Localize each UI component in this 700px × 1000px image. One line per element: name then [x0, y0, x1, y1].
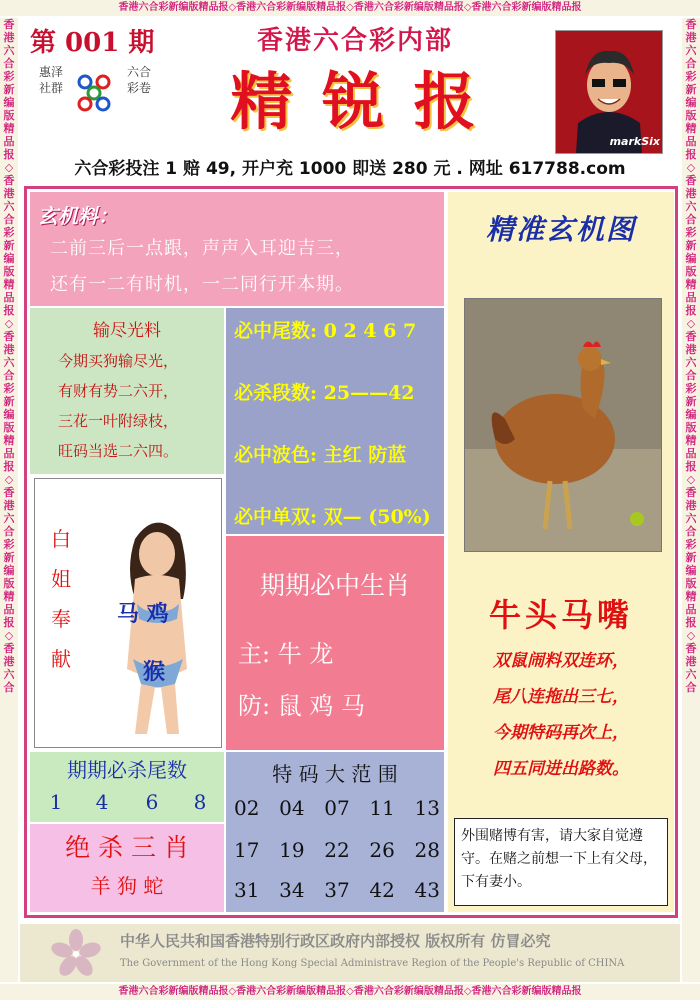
pick-segment: 必杀段数: 25——42	[234, 382, 415, 404]
kill-tail-title: 期期必杀尾数	[67, 758, 187, 782]
special-number: 37	[324, 878, 350, 902]
riddle-line-2: 还有一二有时机，一二同行开本期。	[50, 274, 354, 295]
riddle-panel	[30, 192, 444, 306]
footer	[20, 924, 680, 982]
zodiac-main: 主: 牛 龙	[238, 640, 334, 668]
special-number: 28	[414, 838, 440, 862]
right-border-text: 香港六合彩新编版精品报◇香港六合彩新编版精品报◇香港六合彩新编版精品报◇香港六合彩新编版精品报◇香港六合	[685, 18, 697, 694]
kill-tail-number: 4	[95, 790, 109, 814]
special-row-2	[234, 838, 440, 870]
issue-number: 第 001 期	[30, 28, 155, 58]
header-logo	[34, 60, 174, 140]
special-number: 26	[369, 838, 395, 862]
picks-panel	[226, 308, 444, 534]
right-poem-line-2: 尾八连拖出三七，	[493, 687, 629, 707]
right-panel	[448, 192, 674, 912]
special-number: 13	[414, 796, 440, 820]
header-title: 精 锐 报	[230, 65, 480, 138]
poem-panel	[30, 308, 224, 474]
kill-tail-number: 6	[145, 790, 159, 814]
riddle-line-1: 二前三后一点跟，声声入耳迎吉三，	[50, 238, 354, 259]
riddle-label: 玄机料：	[38, 204, 118, 228]
special-number: 11	[369, 796, 395, 820]
bottom-border-strip: 香港六合彩新编版精品报◇香港六合彩新编版精品报◇香港六合彩新编版精品报◇香港六合彩新编版精品报	[0, 984, 700, 1000]
hen-icon	[465, 299, 661, 551]
right-poem-line-4: 四五同进出路数。	[493, 759, 629, 779]
right-poem-line-3: 今期特码再次上，	[493, 723, 629, 743]
pick-tail: 必中尾数: 0 2 4 6 7	[234, 320, 417, 342]
bauhinia-emblem-icon	[50, 928, 102, 978]
zodiac-guard: 防: 鼠 鸡 马	[238, 692, 365, 720]
poem-line-2: 有财有势二六开，	[58, 382, 179, 400]
footer-cn: 中华人民共和国香港特别行政区政府内部授权 版权所有 仿冒必究	[120, 932, 551, 950]
right-border-strip	[682, 18, 700, 982]
special-number: 07	[324, 796, 350, 820]
special-number: 02	[234, 796, 260, 820]
special-number: 43	[414, 878, 440, 902]
poem-line-4: 旺码当选二六四。	[58, 442, 179, 460]
right-riddle-title: 牛头马嘴	[488, 596, 633, 634]
pick-oddeven: 必中单双: 双— (50%)	[234, 506, 431, 528]
special-row-3	[234, 878, 440, 910]
special-number: 22	[324, 838, 350, 862]
ad-banner: 六合彩投注 1 赔 49, 开户充 1000 即送 280 元 . 网址 617788.com	[74, 159, 626, 179]
beauty-overlay-2: 猴	[143, 659, 166, 685]
logo-right-text: 六合彩卷	[126, 65, 151, 95]
gambling-notice: 外围赌博有害，请大家自觉遵守。在赌之前想一下上有父母，下有妻小。	[454, 818, 668, 906]
special-row-1	[234, 796, 440, 828]
poem-title: 输尽光料	[93, 321, 161, 341]
portrait-photo	[555, 30, 663, 154]
kill-three-animals: 羊 狗 蛇	[90, 874, 164, 898]
logo-left-text: 惠泽社群	[38, 65, 63, 95]
beauty-overlay-1: 马 鸡	[117, 601, 169, 627]
pick-wave: 必中波色: 主红 防蓝	[234, 444, 407, 466]
portrait-badge: markSix	[609, 135, 660, 148]
left-border-text: 香港六合彩新编版精品报◇香港六合彩新编版精品报◇香港六合彩新编版精品报◇香港六合彩新编版精品报◇香港六合	[3, 18, 15, 694]
kill-tail-number: 1	[49, 790, 63, 814]
lottery-logo-icon	[74, 70, 114, 116]
special-panel	[226, 752, 444, 912]
zodiac-panel	[226, 536, 444, 750]
kill-tail-panel	[30, 752, 224, 822]
footer-en: The Government of the Hong Kong Special Administrave Region of the People's Republic of CHINA	[120, 958, 625, 969]
special-title: 特 码 大 范 围	[272, 762, 398, 786]
right-poem-line-1: 双鼠闹料双连环，	[493, 651, 629, 671]
beauty-side-text: 白姐奉献	[51, 527, 71, 671]
kill-three-panel	[30, 824, 224, 912]
right-panel-title: 精准玄机图	[485, 213, 636, 246]
header-subtitle: 香港六合彩内部	[256, 26, 453, 56]
poem-line-3: 三花一叶附绿枝，	[58, 412, 179, 430]
zodiac-title: 期期必中生肖	[259, 571, 410, 600]
hen-picture	[464, 298, 662, 552]
header	[20, 16, 680, 156]
special-number: 17	[234, 838, 260, 862]
special-number: 04	[279, 796, 305, 820]
kill-tail-number: 8	[193, 790, 207, 814]
special-number: 34	[279, 878, 305, 902]
special-number: 42	[369, 878, 395, 902]
left-border-strip	[0, 18, 18, 982]
top-border-strip: 香港六合彩新编版精品报◇香港六合彩新编版精品报◇香港六合彩新编版精品报◇香港六合彩新编版精品报	[0, 0, 700, 16]
beauty-panel	[34, 478, 222, 748]
special-number: 31	[234, 878, 260, 902]
special-number: 19	[279, 838, 305, 862]
poem-line-1: 今期买狗输尽光，	[58, 352, 179, 370]
kill-three-title: 绝 杀 三 肖	[65, 833, 189, 862]
